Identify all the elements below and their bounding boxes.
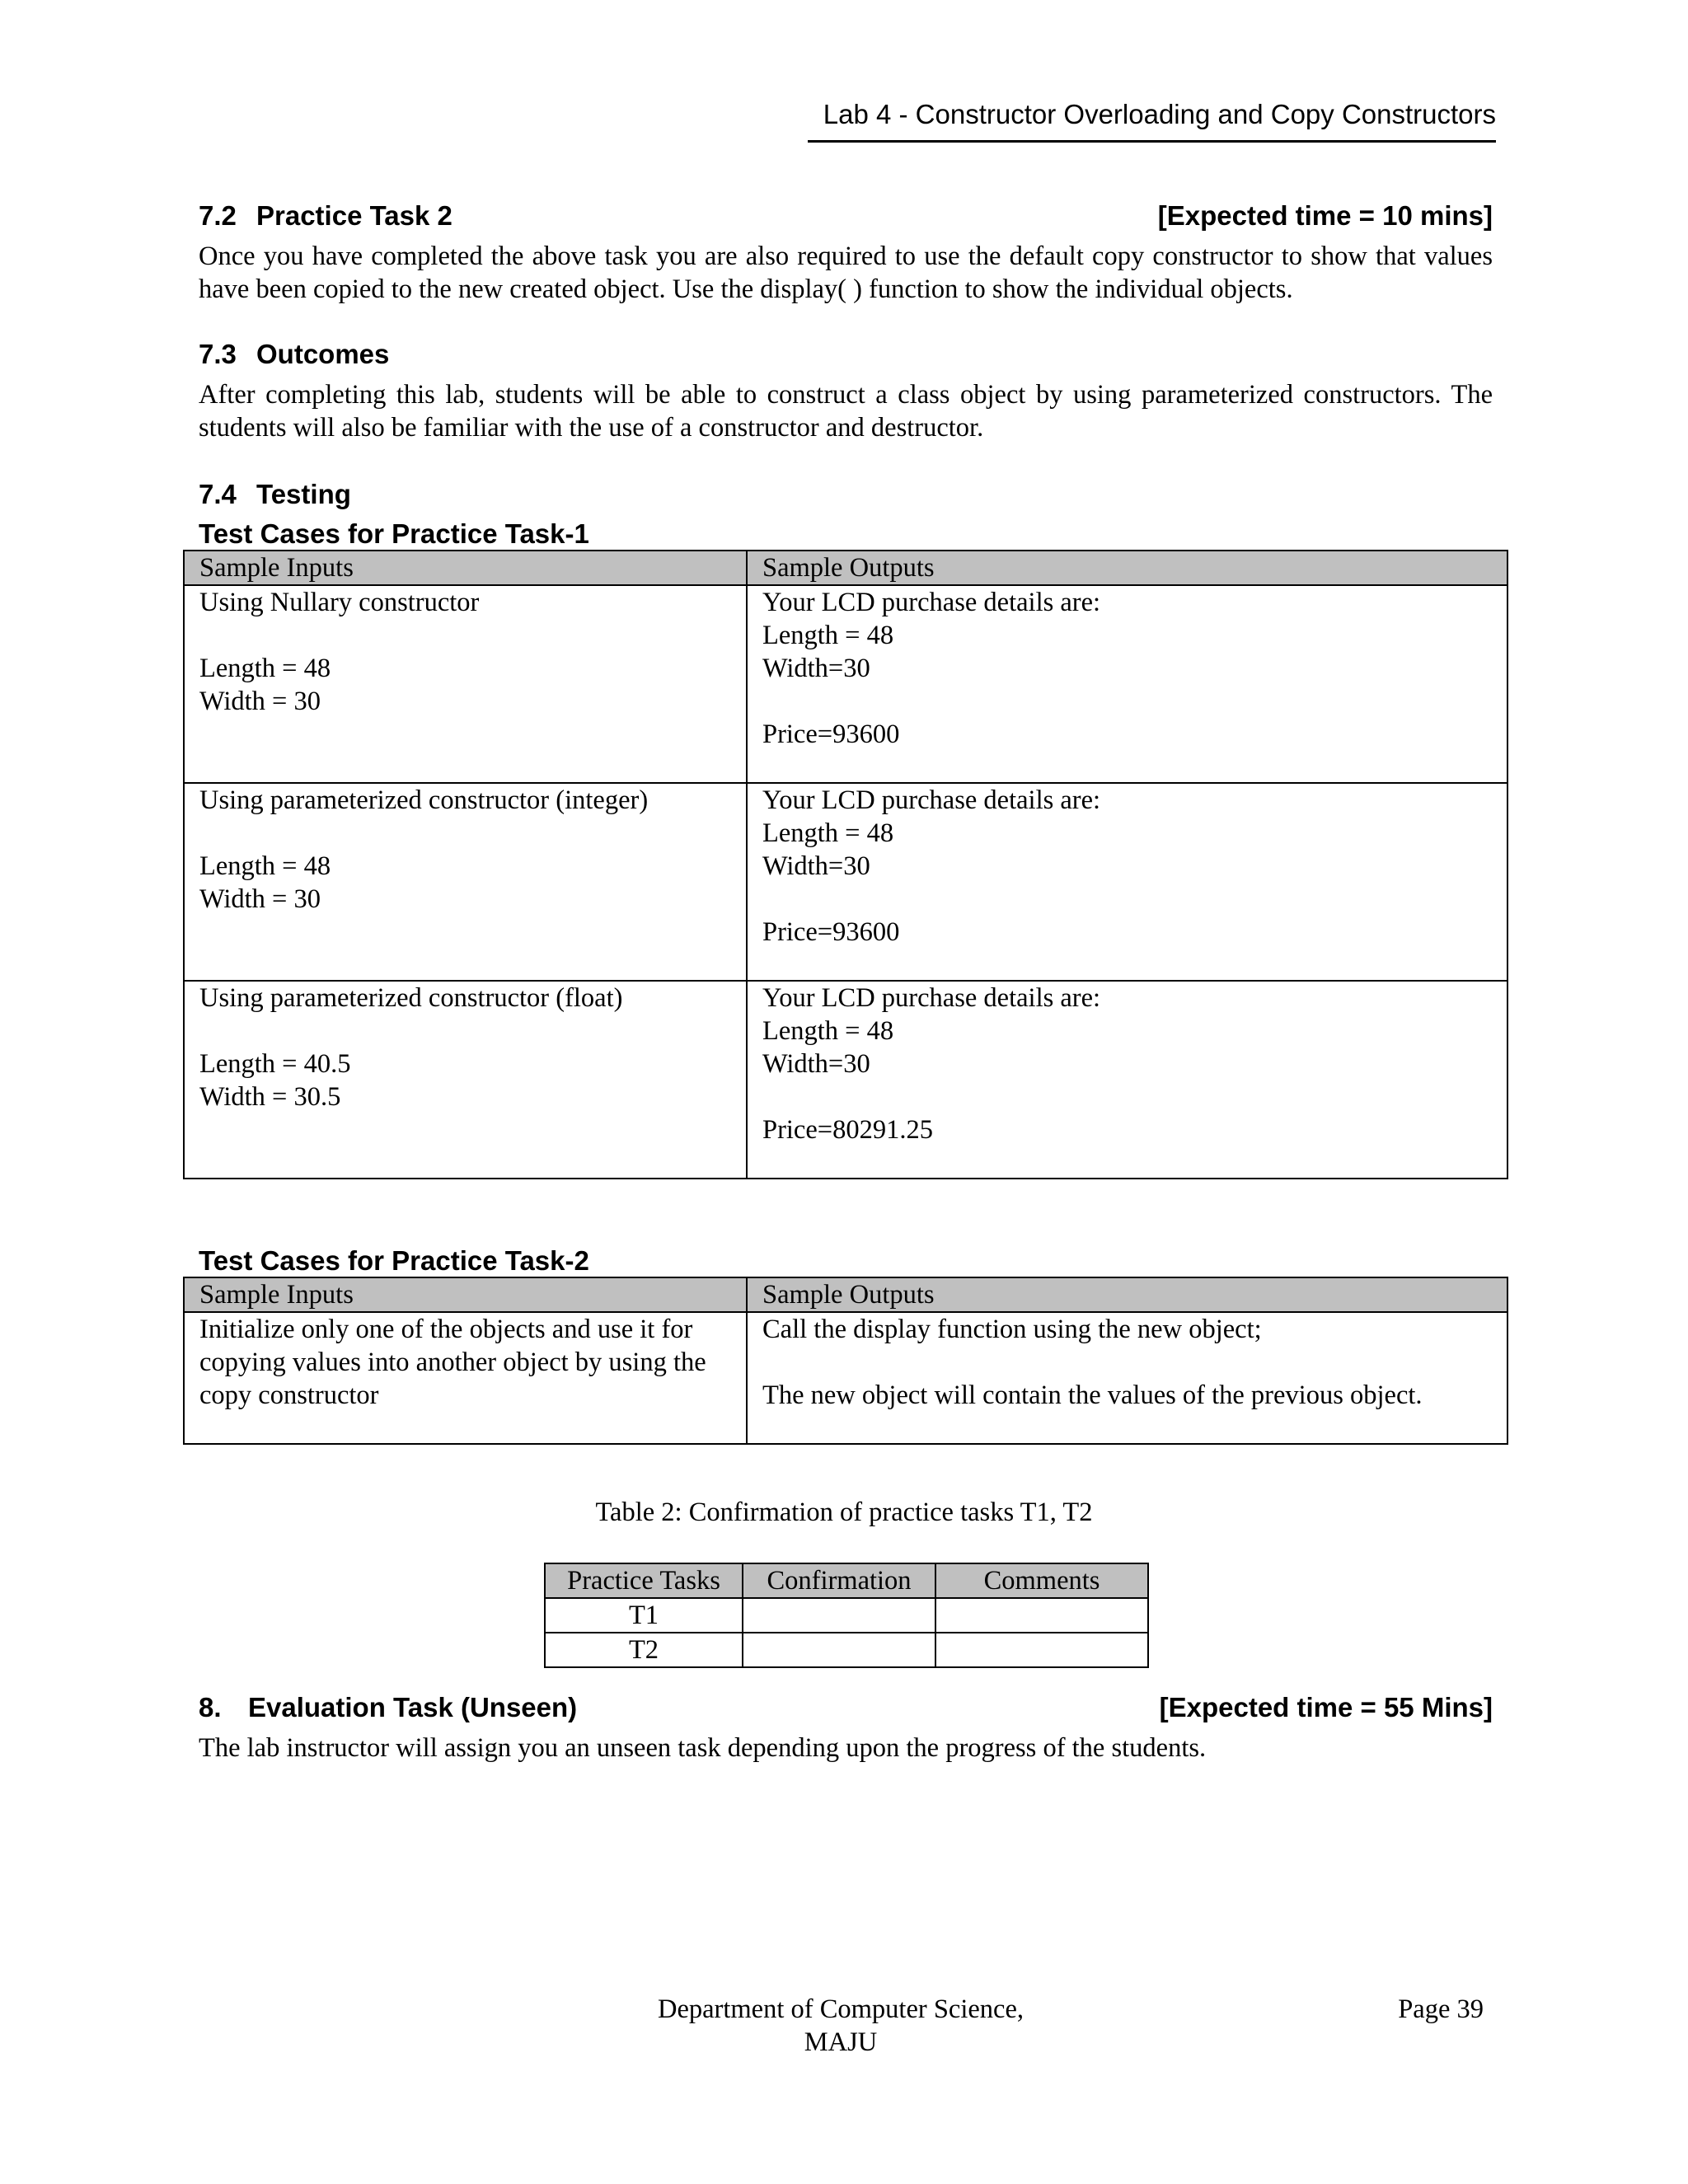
footer-department-line: MAJU bbox=[804, 2027, 878, 2057]
section-heading-7-4 bbox=[199, 478, 1493, 511]
section-number: 7.4 bbox=[199, 479, 237, 509]
running-header: Lab 4 - Constructor Overloading and Copy Constructors bbox=[808, 99, 1496, 143]
column-header: Sample Inputs bbox=[184, 551, 747, 585]
table-header-row bbox=[184, 551, 1507, 585]
column-header: Confirmation bbox=[743, 1563, 935, 1598]
table-row bbox=[184, 981, 1507, 1179]
sample-input-cell bbox=[184, 981, 747, 1179]
cell-line: copy constructor bbox=[199, 1380, 379, 1410]
section-heading-7-3 bbox=[199, 338, 1493, 371]
cell-line: Length = 48 bbox=[762, 621, 894, 650]
page-number: Page 39 bbox=[1398, 1994, 1484, 2024]
table-caption-task2: Test Cases for Practice Task-2 bbox=[199, 1245, 589, 1276]
column-header: Sample Outputs bbox=[747, 1277, 1507, 1312]
sample-output-cell bbox=[747, 981, 1507, 1179]
cell-line: Width=30 bbox=[762, 1049, 870, 1079]
cell-line: Price=93600 bbox=[762, 719, 900, 749]
table-row bbox=[184, 783, 1507, 981]
cell-line: Your LCD purchase details are: bbox=[762, 785, 1101, 815]
table-body bbox=[184, 585, 1507, 1179]
section-number: 7.2 bbox=[199, 200, 237, 231]
table-header-row bbox=[184, 1277, 1507, 1312]
cell-line: Length = 48 bbox=[762, 1016, 894, 1046]
table-row bbox=[545, 1598, 1148, 1633]
confirmation-cell bbox=[743, 1598, 935, 1633]
cell-line: Length = 48 bbox=[199, 654, 331, 683]
column-header: Practice Tasks bbox=[545, 1563, 743, 1598]
expected-time: [Expected time = 55 Mins] bbox=[1159, 1692, 1493, 1722]
cell-line: Width=30 bbox=[762, 851, 870, 881]
sample-output-cell bbox=[747, 585, 1507, 783]
expected-time: [Expected time = 10 mins] bbox=[1157, 200, 1493, 231]
cell-line: Width=30 bbox=[762, 654, 870, 683]
cell-line: Using parameterized constructor (integer) bbox=[199, 785, 649, 815]
cell-line: Width = 30 bbox=[199, 884, 321, 914]
cell-line bbox=[199, 619, 746, 652]
section-number: 8. bbox=[199, 1692, 222, 1722]
cell-line: Length = 40.5 bbox=[199, 1049, 351, 1079]
cell-line: Initialize only one of the objects and use it for bbox=[199, 1315, 693, 1344]
section-title: Practice Task 2 bbox=[256, 200, 452, 231]
section-title: Outcomes bbox=[256, 339, 390, 369]
column-header: Sample Inputs bbox=[184, 1277, 747, 1312]
cell-line bbox=[762, 883, 1507, 916]
column-header: Comments bbox=[935, 1563, 1148, 1598]
paragraph-7-2: Once you have completed the above task you are also required to use the default copy constructor to show that values have been copied to the new created object. Use the display( ) function to show the individual objects. bbox=[199, 241, 1493, 304]
test-cases-table-task1 bbox=[183, 550, 1508, 1179]
sample-input-cell bbox=[184, 783, 747, 981]
paragraph-8: The lab instructor will assign you an unseen task depending upon the progress of the students. bbox=[199, 1733, 1207, 1763]
cell-line bbox=[762, 685, 1507, 718]
section-heading-8 bbox=[199, 1691, 1493, 1724]
section-title: Testing bbox=[256, 479, 351, 509]
comments-cell bbox=[935, 1598, 1148, 1633]
section-heading-7-2 bbox=[199, 199, 1493, 232]
cell-line: Length = 48 bbox=[199, 851, 331, 881]
cell-line: Using parameterized constructor (float) bbox=[199, 983, 623, 1013]
confirmation-cell bbox=[743, 1633, 935, 1667]
sample-input-cell bbox=[184, 1312, 747, 1444]
confirmation-table bbox=[544, 1563, 1149, 1668]
sample-output-cell bbox=[747, 1312, 1507, 1444]
task-cell: T2 bbox=[545, 1633, 743, 1667]
cell-line: Width = 30 bbox=[199, 687, 321, 716]
cell-line: Price=80291.25 bbox=[762, 1115, 933, 1145]
column-header: Sample Outputs bbox=[747, 551, 1507, 585]
sample-output-cell bbox=[747, 783, 1507, 981]
table-caption-task1: Test Cases for Practice Task-1 bbox=[199, 518, 589, 549]
cell-line bbox=[199, 817, 746, 850]
cell-line bbox=[199, 1015, 746, 1047]
footer-department bbox=[577, 1993, 1104, 2059]
cell-line bbox=[762, 1080, 1507, 1113]
sample-input-cell bbox=[184, 585, 747, 783]
cell-line: Length = 48 bbox=[762, 818, 894, 848]
table-row bbox=[184, 1312, 1507, 1444]
comments-cell bbox=[935, 1633, 1148, 1667]
table-row bbox=[184, 585, 1507, 783]
section-number: 7.3 bbox=[199, 339, 237, 369]
cell-line bbox=[762, 1346, 1507, 1379]
table-header-row bbox=[545, 1563, 1148, 1598]
section-title: Evaluation Task (Unseen) bbox=[248, 1692, 578, 1722]
cell-line: Your LCD purchase details are: bbox=[762, 983, 1101, 1013]
confirmation-table-title: Table 2: Confirmation of practice tasks T1, T2 bbox=[595, 1497, 1093, 1527]
cell-line: Price=93600 bbox=[762, 917, 900, 947]
cell-line: Using Nullary constructor bbox=[199, 588, 480, 617]
paragraph-7-3: After completing this lab, students will be able to construct a class object by using parameterized constructors. The students will also be familiar with the use of a constructor and destructor. bbox=[199, 380, 1493, 443]
footer-department-line: Department of Computer Science, bbox=[657, 1994, 1025, 2024]
task-cell: T1 bbox=[545, 1598, 743, 1633]
cell-line: Call the display function using the new object; bbox=[762, 1315, 1262, 1344]
table-row bbox=[545, 1633, 1148, 1667]
cell-line: copying values into another object by using the bbox=[199, 1347, 706, 1377]
table-body bbox=[184, 1312, 1507, 1444]
cell-line: Your LCD purchase details are: bbox=[762, 588, 1101, 617]
cell-line: Width = 30.5 bbox=[199, 1082, 341, 1112]
test-cases-table-task2 bbox=[183, 1277, 1508, 1445]
cell-line: The new object will contain the values of the previous object. bbox=[762, 1380, 1423, 1410]
